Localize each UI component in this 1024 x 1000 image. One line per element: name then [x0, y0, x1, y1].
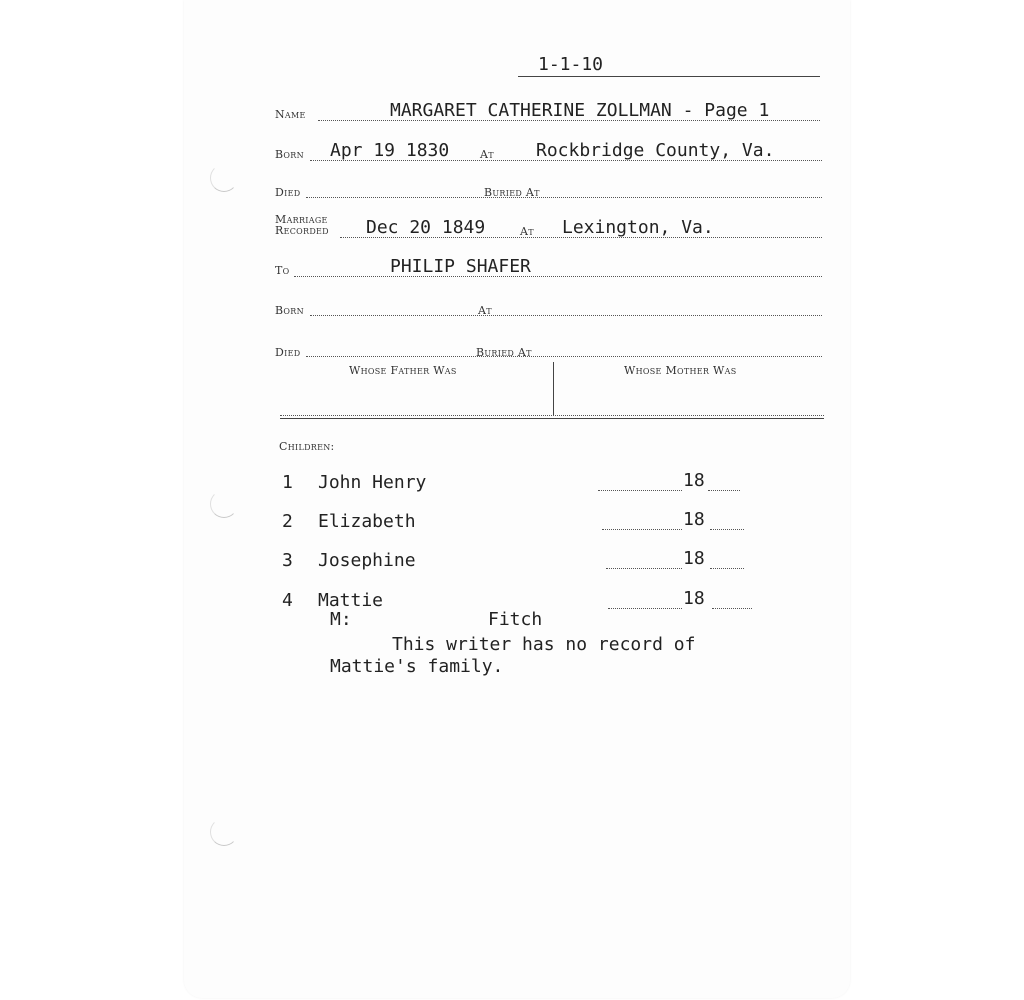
- born-at-label: At: [480, 148, 494, 161]
- child-date-line: [608, 608, 682, 609]
- child-date-line: [602, 529, 682, 530]
- note-line-1: This writer has no record of: [392, 634, 696, 655]
- marriage-label: [275, 214, 329, 236]
- born-label: Born: [275, 148, 304, 161]
- child-name: John Henry: [318, 472, 427, 493]
- child-date-line: [606, 568, 682, 569]
- parents-divider: [553, 362, 554, 416]
- card-id-underline: [518, 76, 820, 77]
- marriage-at-label: At: [520, 225, 534, 238]
- child-year-line: [708, 490, 740, 491]
- spouse-died-label: Died: [275, 346, 301, 359]
- married-name: Fitch: [488, 609, 543, 630]
- spouse-born-line: [310, 315, 822, 316]
- child-number: 2: [282, 511, 293, 532]
- child-year-line: [710, 529, 744, 530]
- child-year-line: [712, 608, 752, 609]
- whose-father-label: Whose Father Was: [349, 364, 457, 377]
- person-born-place: Rockbridge County, Va.: [536, 140, 775, 161]
- spouse-buried-at-label: Buried At: [476, 346, 532, 359]
- child-name: Josephine: [318, 550, 416, 571]
- name-label: Name: [275, 108, 306, 121]
- marriage-date: Dec 20 1849: [366, 217, 486, 238]
- spouse-name: PHILIP SHAFER: [390, 256, 531, 277]
- spouse-died-line: [306, 356, 822, 357]
- binder-hole-top: [210, 164, 238, 192]
- married-label: M:: [330, 609, 352, 630]
- whose-mother-label: Whose Mother Was: [624, 364, 737, 377]
- died-label: Died: [275, 186, 301, 199]
- children-label: Children:: [279, 440, 335, 453]
- parents-line: [280, 415, 824, 416]
- child-year-prefix: 18: [683, 470, 705, 491]
- child-number: 3: [282, 550, 293, 571]
- child-year-prefix: 18: [683, 548, 705, 569]
- child-year-line: [710, 568, 744, 569]
- spouse-born-label: Born: [275, 304, 304, 317]
- marriage-label-line1: Marriage: [275, 213, 328, 226]
- binder-hole-bottom: [210, 818, 238, 846]
- child-number: 1: [282, 472, 293, 493]
- to-line: [294, 276, 822, 277]
- person-born-date: Apr 19 1830: [330, 140, 450, 161]
- child-number: 4: [282, 590, 293, 611]
- marriage-place: Lexington, Va.: [562, 217, 714, 238]
- spouse-born-at-label: At: [478, 304, 492, 317]
- binder-hole-middle: [210, 490, 238, 518]
- child-year-prefix: 18: [683, 588, 705, 609]
- child-date-line: [598, 490, 682, 491]
- to-label: To: [275, 264, 290, 277]
- marriage-label-line2: Recorded: [275, 224, 329, 237]
- note-line-2: Mattie's family.: [330, 656, 504, 677]
- card-id: 1-1-10: [538, 54, 604, 75]
- child-year-prefix: 18: [683, 509, 705, 530]
- child-name: Mattie: [318, 590, 384, 611]
- died-line: [306, 197, 822, 198]
- person-name: MARGARET CATHERINE ZOLLMAN - Page 1: [390, 100, 770, 121]
- buried-at-label: Buried At: [484, 186, 540, 199]
- child-name: Elizabeth: [318, 511, 416, 532]
- section-rule: [280, 418, 824, 419]
